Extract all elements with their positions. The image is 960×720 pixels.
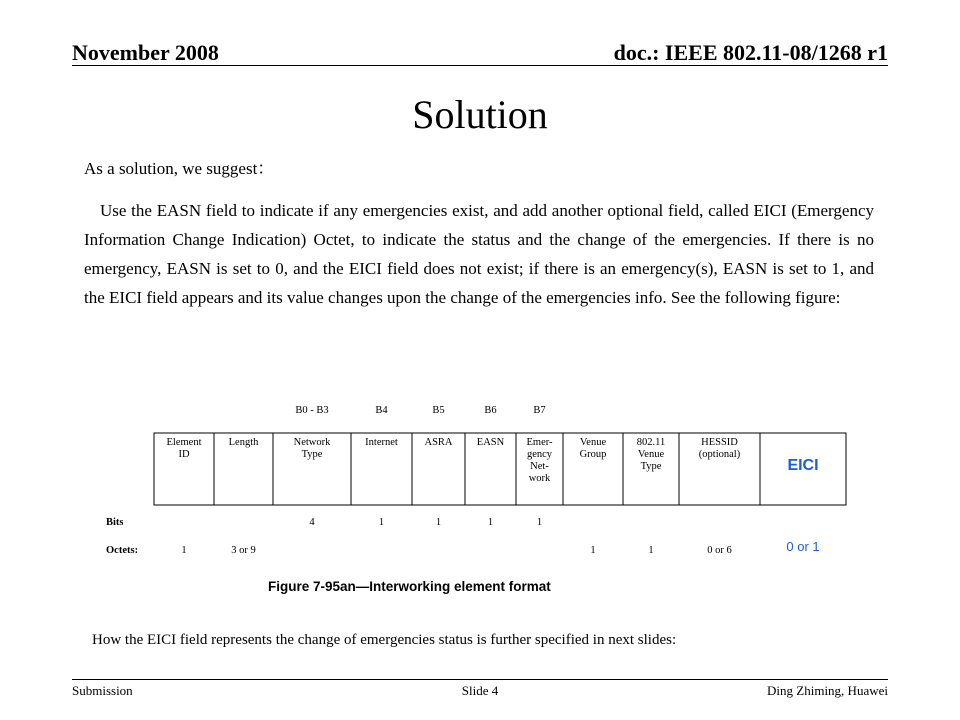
field-name: HESSID (optional) [698,437,741,460]
field-name: Length [228,437,259,448]
octets-value: 1 [590,545,596,556]
footer-author: Ding Zhiming, Huawei [767,683,888,698]
bit-position-label: B0 - B3 [295,405,329,416]
bit-position-label: B6 [484,405,497,416]
bits-value: 1 [487,517,494,528]
field-name: Venue Group [579,437,607,460]
header-doc-id: doc.: IEEE 802.11-08/1268 r1 [613,40,888,65]
octets-value: 1 [181,545,187,556]
figure-caption: Figure 7-95an—Interworking element format [268,579,551,594]
bit-position-label: B5 [432,405,445,416]
field-name: ASRA [424,437,453,448]
followup-note: How the EICI field represents the change of emergencies status is further specified in next slides: [92,632,677,648]
field-name: EASN [476,437,505,448]
bits-value: 1 [378,517,385,528]
interworking-element-figure [100,395,860,600]
octets-row-label: Octets: [106,545,139,556]
octets-value: 1 [648,545,654,556]
bit-position-label: B4 [375,405,388,416]
field-name: 802.11 Venue Type [636,437,666,472]
field-name: Element ID [166,437,202,460]
octets-value: 0 or 1 [786,539,820,554]
bits-row-label: Bits [106,517,124,528]
field-size-rows [106,517,820,556]
field-name: EICI [787,457,819,474]
octets-value: 3 or 9 [231,545,256,556]
intro-text: As a solution, we suggest： [84,159,275,178]
field-table [154,433,846,505]
bits-value: 1 [536,517,543,528]
footer-slide-number: Slide 4 [461,683,499,698]
field-name: Internet [365,437,398,448]
octets-value: 0 or 6 [707,545,732,556]
bits-value: 4 [309,517,315,528]
bits-value: 1 [435,517,442,528]
field-name: Network Type [293,437,331,460]
bit-position-label: B7 [533,405,546,416]
field-name: Emer-gency Net-work [526,437,553,484]
bit-position-labels [295,405,545,416]
header-divider [72,65,888,66]
header-date: November 2008 [72,40,219,65]
body-paragraph: Use the EASN field to indicate if any emergencies exist, and add another optional field, called EICI (Emergency Information Change Indication) Octet, to indicate the status and the change of the emergencies. If there is no emergency, EASN is set to 0, and the EICI field does not exist; if there is an emergency(s), EASN is set to 1, and the EICI field appears and its value changes upon the change of the emergencies info. See the following figure: [84,201,874,307]
footer-submission: Submission [72,683,133,698]
footer-divider [72,679,888,680]
slide-title: Solution [412,92,548,137]
